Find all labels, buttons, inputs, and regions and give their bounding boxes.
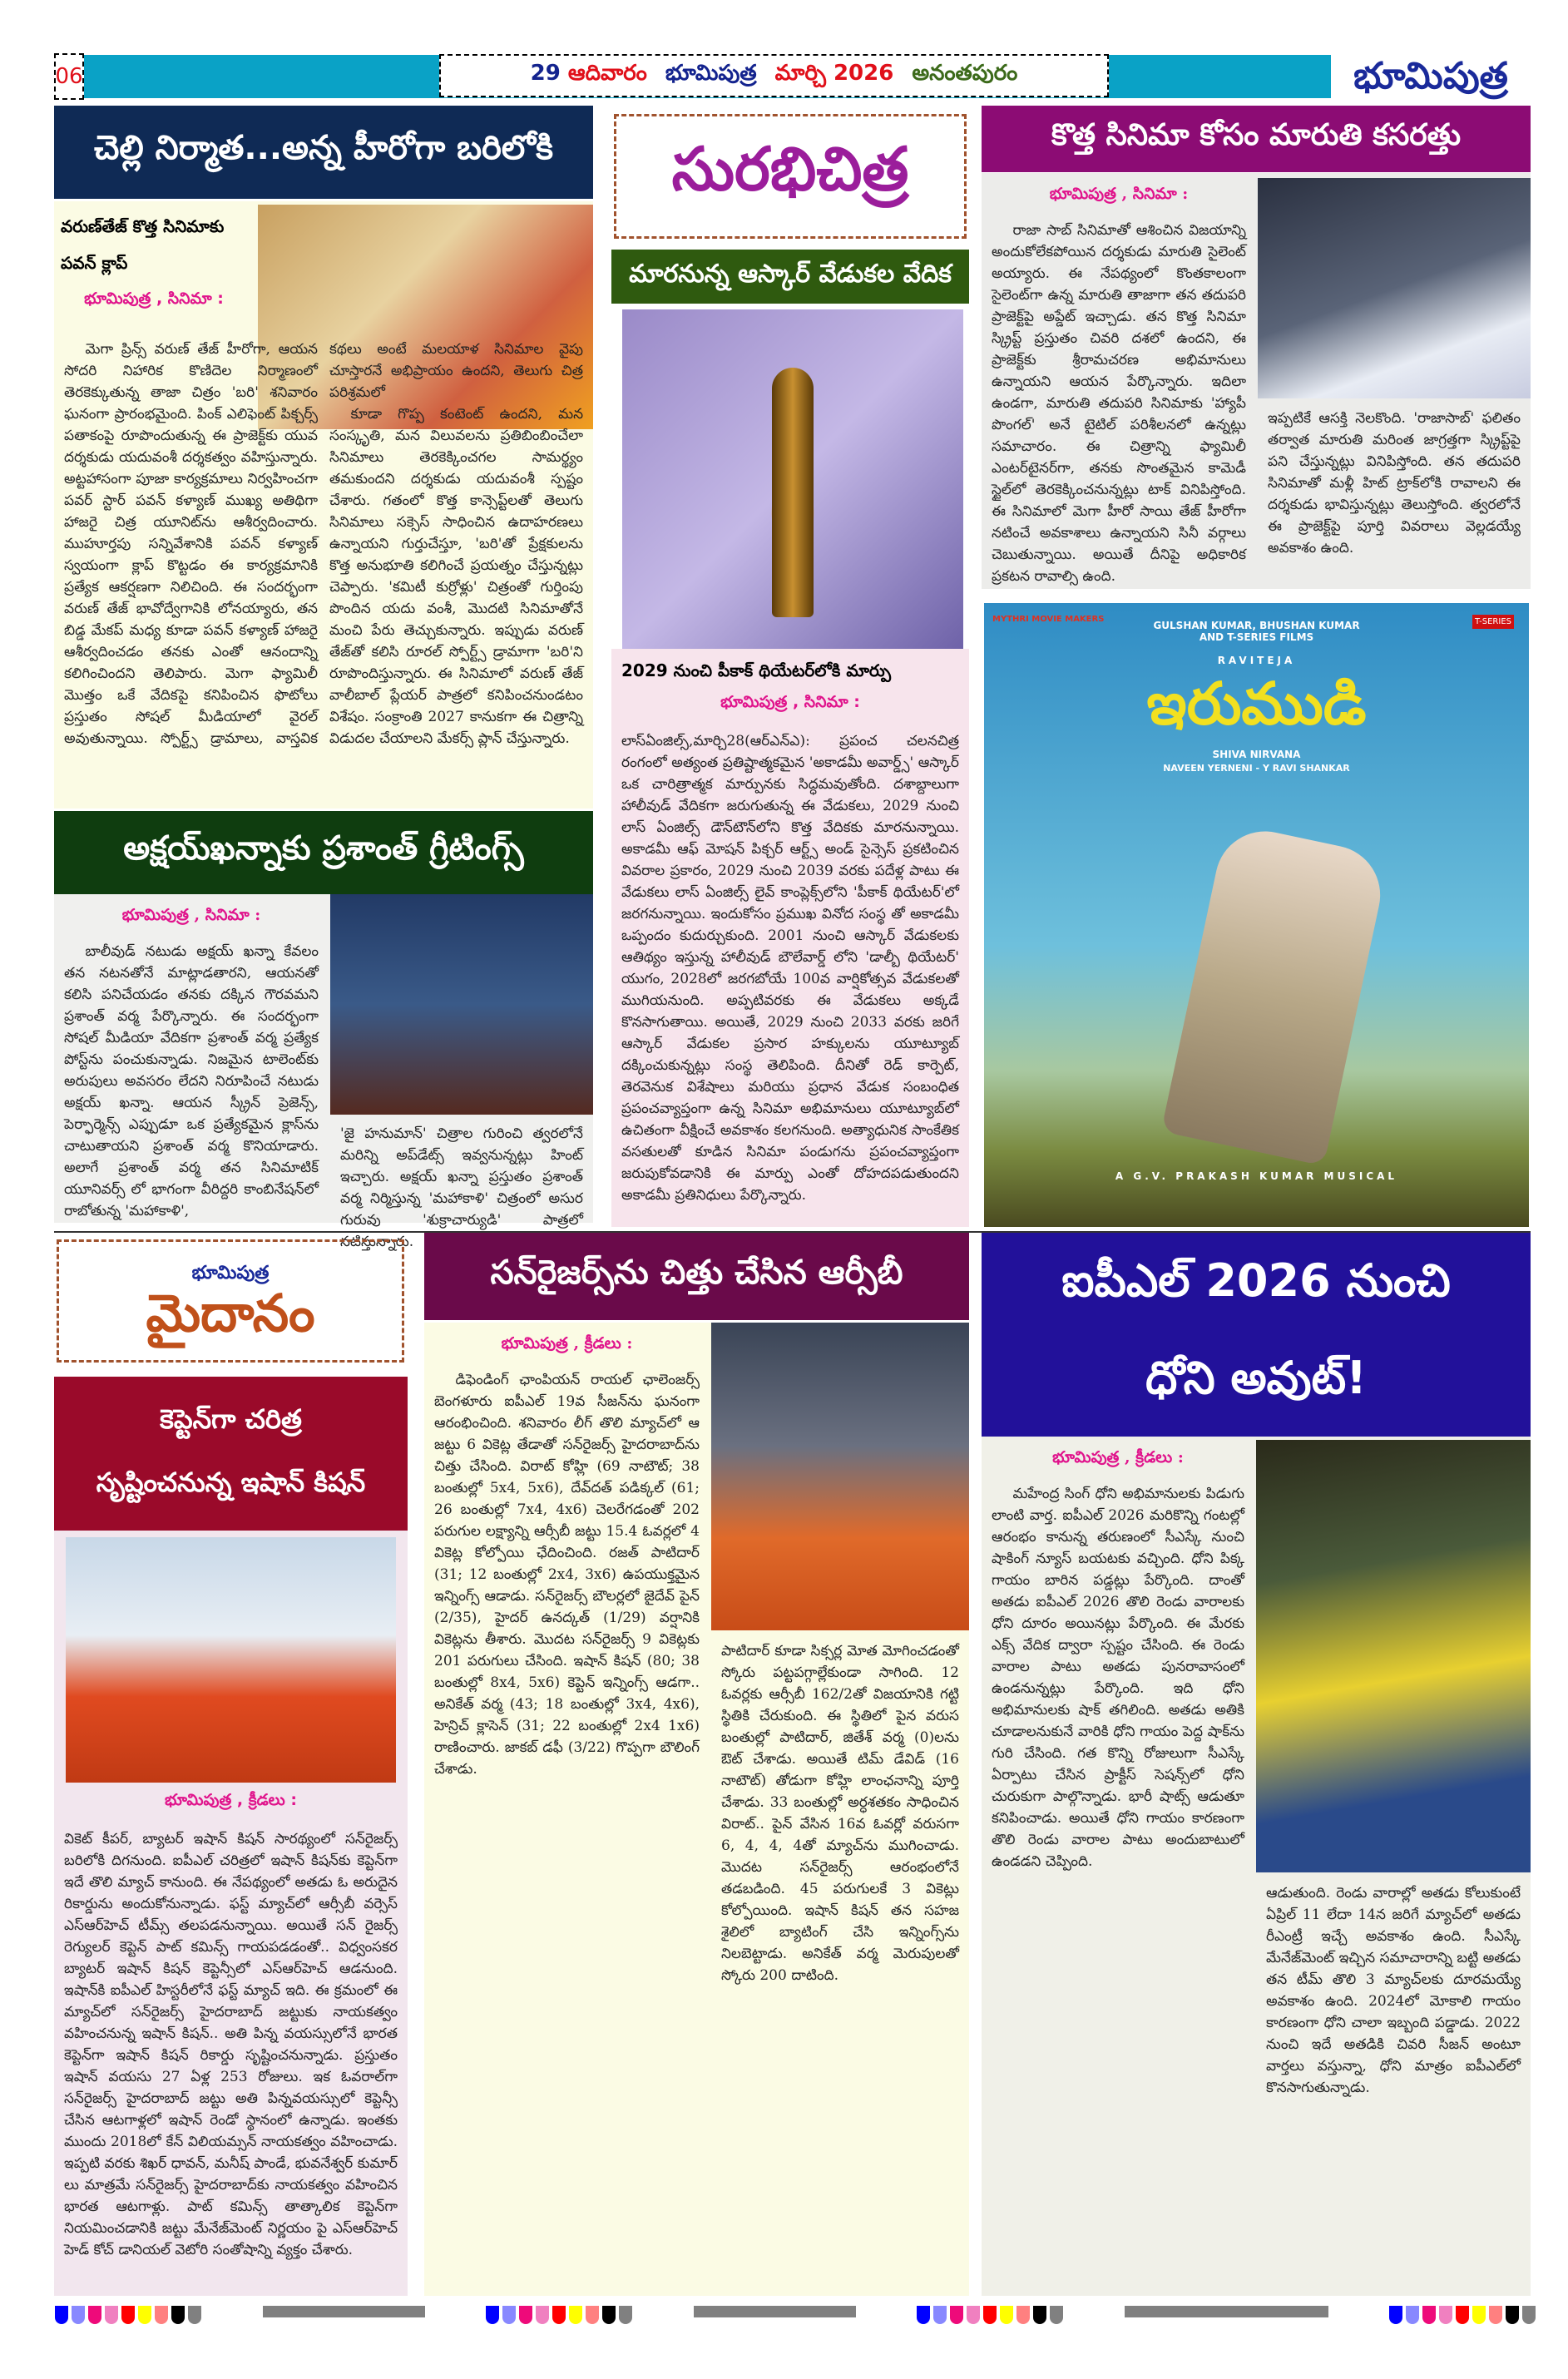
article4-paragraph: ఇప్పటికే ఆసక్తి నెలకొంది. 'రాజాసాబ్' ఫలితం తర్వాత మారుతి మరింత జాగ్రత్తగా స్క్రిప్ట్‌పై పని చేస్తున్నట్లు వినిపిస్తోంది. తన తదుపరి సినిమాతో మళ్లీ హిట్ ట్రాక్‌లోకి రావాలని ఈ దర్శకుడు భావిస్తున్నట్లు తెలుస్తోంది. త్వరలోనే ఈ ప్రాజెక్ట్‌పై పూర్తి వివరాలు వెల్లడయ్యే అవకాశం ఉంది. — [1268, 410, 1521, 556]
poster-figure — [1161, 822, 1390, 1165]
color-swatch — [1472, 2306, 1486, 2324]
article1-body — [54, 201, 593, 809]
color-swatch — [983, 2306, 997, 2324]
oscar-statuette — [772, 368, 814, 617]
poster-studio: MYTHRI MOVIE MAKERS — [992, 615, 1105, 624]
byline: భూమిపుత్ర , క్రీడలు : — [165, 1791, 297, 1809]
color-swatch — [1050, 2306, 1063, 2324]
color-swatch — [105, 2306, 118, 2324]
color-swatch — [1506, 2306, 1519, 2324]
color-swatch — [1033, 2306, 1046, 2324]
article4-photo — [1258, 178, 1531, 398]
article3-subhead: 2029 నుంచి పీకాక్ థియేటర్‌లోకి మార్పు — [621, 660, 891, 680]
article1-paragraph: మెగా ప్రిన్స్ వరుణ్ తేజ్ హీరోగా, ఆయన సోదరి నిహారిక కొణిదెల నిర్మాణంలో తెరకెక్కుతున్న తాజా చిత్రం 'బరి' శనివారం ఘనంగా ప్రారంభమైంది. పింక్ ఎలిఫెంట్ పిక్చర్స్ పతాకంపై రూపొందుతున్న ఈ ప్రాజెక్ట్‌కు యువ దర్శకుడు యదువంశీ దర్శకత్వం వహిస్తున్నారు. అట్టహాసంగా పూజా కార్యక్రమాలు నిర్వహించగా పవర్ స్టార్ పవన్ కళ్యాణ్ ముఖ్య అతిథిగా హాజరై చిత్ర యూనిట్‌ను ఆశీర్వదించారు. ముహూర్తపు సన్నివేశానికి పవన్ కళ్యాణ్ స్వయంగా క్లాప్ కొట్టడం ఈ కార్యక్రమానికి ప్రత్యేక ఆకర్షణగా నిలిచింది. ఈ సందర్భంగా వరుణ్ తేజ్ భావోద్వేగానికి లోనయ్యారు, తన బిడ్డ మేకప్ మధ్య కూడా పవన్ కళ్యాణ్ హాజరై ఆశీర్వదించడం తనకు ఎంతో ఆనందాన్ని కలిగించిందని తెలిపారు. మెగా ఫ్యామిలీ మొత్తం ఒకే వేదికపై కనిపించిన ఫొటోలు ప్రస్తుతం సోషల్ మీడియాలో వైరల్ అవుతున్నాయి. స్పోర్ట్స్ డ్రామాలు, వాస్తవిక కథలు అంటే మలయాళ సినిమాల వైపు చూస్తారనే అభిప్రాయం ఉందని, తెలుగు చిత్ర పరిశ్రమలో — [64, 341, 583, 747]
poster-presenters: GULSHAN KUMAR, BHUSHAN KUMAR AND T-SERIES FILMS — [1153, 620, 1360, 643]
paper-name: భూమిపుత్ర — [665, 61, 757, 86]
poster-title: ఇరుముడి — [1146, 670, 1367, 738]
ishan-kishan-photo — [66, 1537, 396, 1783]
page-number: 06 — [54, 53, 84, 100]
poster-music: A G.V. PRAKASH KUMAR MUSICAL — [1115, 1170, 1398, 1182]
color-swatch — [933, 2306, 947, 2324]
irumudi-movie-poster — [984, 603, 1529, 1227]
color-swatch — [88, 2306, 101, 2324]
article2-headline: అక్షయ్‌ఖన్నాకు ప్రశాంత్ గ్రీటింగ్స్ — [54, 811, 593, 894]
article6-headline: సన్‌రైజర్స్‌ను చిత్తు చేసిన ఆర్సీబీ — [424, 1233, 969, 1320]
dateline — [439, 54, 1109, 97]
edition: అనంతపురం — [912, 61, 1018, 86]
paper-logo: భూమిపుత్ర — [1353, 55, 1508, 97]
color-swatches — [55, 2306, 201, 2324]
month-year: మార్చి 2026 — [774, 61, 894, 86]
color-swatch — [1489, 2306, 1502, 2324]
article1-subhead: వరుణ్‌తేజ్ కొత్త సినిమాకు పవన్ క్లాప్ — [61, 216, 225, 273]
color-swatch — [519, 2306, 532, 2324]
color-swatch — [619, 2306, 632, 2324]
color-swatch — [536, 2306, 549, 2324]
color-swatch — [586, 2306, 599, 2324]
article2-paragraph: బాలీవుడ్ నటుడు అక్షయ్ ఖన్నా కేవలం తన నటనతోనే మాట్లాడతారని, ఆయనతో కలిసి పనిచేయడం తనకు దక్కిన గౌరవమని ప్రశాంత్ వర్మ పేర్కొన్నారు. ఈ సందర్భంగా సోషల్ మీడియా వేదికగా ప్రశాంత్ వర్మ ప్రత్యేక పోస్ట్‌ను పంచుకున్నాడు. నిజమైన టాలెంట్‌కు అరుపులు అవసరం లేదని నిరూపించే నటుడు అక్షయ్ ఖన్నా. ఆయన స్క్రీన్ ప్రెజెన్స్, పెర్ఫార్మెన్స్ ఎప్పుడూ ఒక ప్రత్యేకమైన క్లాస్‌ను చాటుతాయని ప్రశాంత్ వర్మ కొనియాడారు. అలాగే ప్రశాంత్ వర్మ తన సినిమాటిక్ యూనివర్స్ లో భాగంగా వీరిద్దరి కాంబినేషన్‌లో రాబోతున్న 'మహాకాళి', — [64, 943, 319, 1219]
color-swatch — [569, 2306, 582, 2324]
color-swatch — [950, 2306, 963, 2324]
article1-paragraph: కూడా గొప్ప కంటెంట్ ఉందని, మన సంస్కృతి, మన విలువలను ప్రతిబింబించేలా సినిమాలు తెరకెక్కించగల సామర్థ్యం తమకుందని దర్శకుడు యదువంశీ స్పష్టం చేశారు. గతంలో కొత్త కాన్సెప్ట్‌లతో తెలుగు సినిమాలు సక్సెస్ సాధించిన ఉదాహరణలు ఉన్నాయని గుర్తుచేస్తూ, 'బరి'తో ప్రేక్షకులను కొత్త అనుభూతి కలిగించే ప్రయత్నం చేస్తున్నట్లు చెప్పారు. 'కమిటీ కుర్రోళ్లు' చిత్రంతో గుర్తింపు పొందిన యదు వంశీ, మొదటి సినిమాతోనే మంచి పేరు తెచ్చుకున్నారు. ఇప్పుడు వరుణ్ తేజ్‌తో కలిసి రూరల్ స్పోర్ట్స్ డ్రామాగా 'బరి'ని రూపొందిస్తున్నారు. ఈ సినిమాలో వరుణ్ తేజ్ వాలీబాల్ ప్లేయర్ పాత్రలో కనిపించనుండటం విశేషం. సంక్రాంతి 2027 కానుకగా ఈ చిత్రాన్ని విడుదల చేయాలని మేకర్స్ ప్లాన్ చేస్తున్నారు. — [329, 406, 583, 747]
byline: భూమిపుత్ర , సినిమా : — [121, 906, 261, 924]
color-swatch — [502, 2306, 516, 2324]
article6-photo — [711, 1323, 969, 1630]
color-swatch — [1000, 2306, 1013, 2324]
color-swatch — [1439, 2306, 1452, 2324]
article4-paragraph: రాజా సాబ్ సినిమాతో ఆశించిన విజయాన్ని అందుకోలేకపోయిన దర్శకుడు మారుతి సైలెంట్ అయ్యారు. ఈ నేపథ్యంలో కొంతకాలంగా సైలెంట్‌గా ఉన్న మారుతి తాజాగా తన తదుపరి ప్రాజెక్ట్‌పై అప్డేట్ ఇచ్చాడు. తన కొత్త సినిమా స్క్రిప్ట్ ప్రస్తుతం చివరి దశలో ఉందని, ఈ ప్రాజెక్ట్‌కు శ్రీరామచరణ అభిమానులు ఉన్నాయని ఆయన పేర్కొన్నారు. ఇదిలా ఉండగా, మారుతి తదుపరి సినిమాకు 'హ్యాపీ పొంగల్' అనే టైటిల్ పరిశీలనలో ఉన్నట్లు సమాచారం. ఈ చిత్రాన్ని ఫ్యామిలీ ఎంటర్‌టైనర్‌గా, తనకు సొంతమైన కామెడీ స్టైల్‌లో తెరకెక్కించనున్నట్లు టాక్ వినిపిస్తోంది. ఈ సినిమాలో మెగా హీరో సాయి తేజ్ హీరోగా నటించే అవకాశాలు ఉన్నాయని సినీ వర్గాలు చెబుతున్నాయి. అయితే దీనిపై అధికారిక ప్రకటన రావాల్సి ఉంది. — [992, 222, 1246, 585]
article3-headline: మారనున్న ఆస్కార్ వేడుకల వేదిక — [611, 250, 969, 304]
color-swatches — [917, 2306, 1063, 2324]
color-swatch — [1389, 2306, 1402, 2324]
color-swatch — [155, 2306, 168, 2324]
color-swatch — [1406, 2306, 1419, 2324]
color-swatch — [967, 2306, 980, 2324]
article2-paragraph: 'జై హనుమాన్' చిత్రాల గురించి త్వరలోనే మరిన్ని అప్‌డేట్స్ ఇవ్వనున్నట్లు హింట్ ఇచ్చారు. అక్షయ్ ఖన్నా ప్రస్తుతం ప్రశాంత్ వర్మ నిర్మిస్తున్న 'మహాకాళి' చిత్రంలో అసుర గురువు 'శుక్రాచార్యుడి' పాత్రలో నటిస్తున్నారు. — [340, 1125, 583, 1250]
print-registration-strip — [55, 2306, 1536, 2324]
section-logo-sports — [57, 1239, 404, 1363]
poster-label: T-SERIES — [1472, 615, 1514, 629]
byline: భూమిపుత్ర , సినిమా : — [84, 289, 224, 308]
color-swatches — [486, 2306, 632, 2324]
dhoni-photo — [1256, 1440, 1531, 1872]
color-swatch — [72, 2306, 85, 2324]
color-swatch — [1422, 2306, 1436, 2324]
article2-photo — [330, 894, 593, 1115]
color-swatch — [121, 2306, 135, 2324]
article6-paragraph: డిఫెండింగ్ ఛాంపియన్ రాయల్ ఛాలెంజర్స్ బెంగళూరు ఐపీఎల్ 19వ సీజన్‌ను ఘనంగా ఆరంభించింది. శనివారం లీగ్ తొలి మ్యాచ్‌లో ఆ జట్టు 6 వికెట్ల తేడాతో సన్‌రైజర్స్ హైదరాబాద్‌ను చిత్తు చేసింది. విరాట్ కోహ్లి (69 నాటౌట్; 38 బంతుల్లో 5x4, 5x6), దేవ్‌దత్ పడిక్కల్ (61; 26 బంతుల్లో 7x4, 4x6) చెలరేగడంతో 202 పరుగుల లక్ష్యాన్ని ఆర్సీబీ జట్టు 15.4 ఓవర్లలో 4 వికెట్ల కోల్పోయి ఛేదించింది. రజత్ పాటిదార్ (31; 12 బంతుల్లో 2x4, 3x6) ఉపయుక్తమైన ఇన్నింగ్స్ ఆడాడు. సన్‌రైజర్స్ బౌలర్లలో జైదేవ్ పైన్ (2/35), హైదర్ ఉనద్కత్ (1/29) వర్షానికి వికెట్లను తీశారు. మొదట సన్‌రైజర్స్ 9 వికెట్లకు 201 పరుగులు చేసింది. ఇషాన్ కిషన్ (80; 38 బంతుల్లో 8x4, 5x6) కెప్టెన్ ఇన్నింగ్స్ ఆడగా.. అనికేత్ వర్మ (43; 18 బంతుల్లో 3x4, 4x6), హెన్రిచ్ క్లాసెన్ (31; 22 బంతుల్లో 2x4 1x6) రాణించారు. జాకబ్ డఫీ (3/22) గొప్పగా బౌలింగ్ చేశాడు. — [434, 1372, 700, 1778]
oscar-statuette-photo — [622, 309, 963, 649]
color-swatch — [1016, 2306, 1030, 2324]
byline: భూమిపుత్ర , సినిమా : — [720, 693, 860, 711]
color-swatch — [171, 2306, 185, 2324]
article3-paragraph: లాస్‌ఏంజిల్స్,మార్చి28(ఆర్ఎన్ఎ): ప్రపంచ చలనచిత్ర రంగంలో అత్యంత ప్రతిష్టాత్మకమైన 'అకాడమీ అవార్డ్స్' ఆస్కార్ ఒక చారిత్రాత్మక మార్పునకు సిద్ధమవుతోంది. దశాబ్దాలుగా హాలీవుడ్ వేదికగా జరుగుతున్న ఈ వేడుకలు, 2029 నుంచి లాస్ ఏంజిల్స్ డౌన్‌టౌన్‌లోని కొత్త వేదికకు మారనున్నాయి. అకాడమీ ఆఫ్ మోషన్ పిక్చర్ ఆర్ట్స్ అండ్ సైన్సెస్ ప్రకటించిన వివరాల ప్రకారం, 2029 నుంచి 2039 వరకు పదేళ్ల పాటు ఈ వేడుకలు లాస్ ఏంజిల్స్ లైవ్ కాంప్లెక్స్‌లోని 'పీకాక్ థియేటర్'లో జరగనున్నాయి. ఇందుకోసం ప్రముఖ వినోద సంస్థ తో అకాడమీ ఒప్పందం కుదుర్చుకుంది. 2001 నుంచి ఆస్కార్ వేడుకలకు ఆతిథ్యం ఇస్తున్న హాలీవుడ్ బౌలేవార్డ్ లోని 'డాల్బీ థియేటర్' యుగం, 2028లో జరగబోయే 100వ వార్షికోత్సవ వేడుకలతో ముగియనుంది. అప్పటివరకు ఈ వేడుకలు అక్కడే కొనసాగుతాయి. అయితే, 2029 నుంచి 2033 వరకు జరిగే ఆస్కార్ వేడుకల ప్రసార హక్కులను యూట్యూబ్ దక్కించుకున్నట్లు సంస్థ తెలిపింది. దీనితో రెడ్ కార్పెట్, తెరవెనుక విశేషాలు మరియు ప్రధాన వేడుక సంబంధిత ప్రపంచవ్యాప్తంగా ఉన్న సినిమా అభిమానులు యూట్యూబ్‌లో ఉచితంగా వీక్షించే అవకాశం కలగనుంది. అత్యాధునిక సాంకేతిక వసతులతో కూడిన సినిమా పండుగను ప్రపంచవ్యాప్తంగా జరుపుకోవడానికి ఈ మార్పు ఎంతో దోహదపడుతుందని అకాడమీ ప్రతినిధులు పేర్కొన్నారు. — [621, 733, 959, 1204]
sports-title: మైదానం — [146, 1283, 315, 1343]
sports-brand: భూమిపుత్ర — [191, 1263, 270, 1283]
color-swatch — [55, 2306, 68, 2324]
poster-producers: NAVEEN YERNENI - Y RAVI SHANKAR — [1163, 763, 1350, 774]
article5-headline: కెప్టెన్‌గా చరిత్ర సృష్టించనున్న ఇషాన్ కిషన్ — [54, 1377, 408, 1531]
date-day: 29 ఆదివారం — [530, 61, 647, 86]
byline: భూమిపుత్ర , క్రీడలు : — [501, 1334, 633, 1353]
article5-paragraph: వికెట్ కీపర్, బ్యాటర్ ఇషాన్ కిషన్ సారథ్యంలో సన్‌రైజర్స్ బరిలోకి దిగనుంది. ఐపీఎల్ చరిత్రలో ఇషాన్ కిషన్‌కు కెప్టెన్‌గా ఇదే తొలి మ్యాచ్ కానుంది. ఈ నేపథ్యంలో అతడు ఓ అరుదైన రికార్డును అందుకోనున్నాడు. ఫస్ట్ మ్యాచ్‌లో ఆర్సీబీ వర్సెస్ ఎస్ఆర్‌హెచ్ టీమ్స్ తలపడనున్నాయి. అయితే సన్ రైజర్స్ రెగ్యులర్ కెప్టెన్ పాట్ కమిన్స్ గాయపడడంతో.. విధ్వంసకర బ్యాటర్ ఇషాన్ కిషన్ కెప్టెన్సీలో ఎస్ఆర్‌హెచ్ ఆడనుంది. ఇషాన్‌కి ఐపీఎల్ హిస్టరీలోనే ఫస్ట్ మ్యాచ్ ఇది. ఈ క్రమంలో ఈ మ్యాచ్‌లో సన్‌రైజర్స్ హైదరాబాద్ జట్టుకు నాయకత్వం వహించనున్న ఇషాన్ కిషన్.. అతి పిన్న వయస్సులోనే భారత కెప్టెన్‌గా ఇషాన్ కిషన్ రికార్డు సృష్టించనున్నాడు. ప్రస్తుతం ఇషాన్ వయసు 27 ఏళ్ల 253 రోజులు. ఇక ఓవరాల్‌గా సన్‌రైజర్స్ హైదరాబాద్ జట్టు అతి పిన్నవయస్సులో కెప్టెన్సీ చేసిన ఆటగాళ్లలో ఇషాన్ రెండో స్థానంలో ఉన్నాడు. ఇంతకు ముందు 2018లో కేన్ విలియమ్సన్ నాయకత్వం వహించాడు. ఇప్పటి వరకు శిఖర్ ధావన్, మనీష్ పాండే, భువనేశ్వర్ కుమార్ లు మాత్రమే సన్‌రైజర్స్ హైదరాబాద్‌కు నాయకత్వం వహించిన భారత ఆటగాళ్లు. పాట్ కమిన్స్ తాత్కాలిక కెప్టెన్‌గా నియమించడానికి జట్టు మేనేజ్‌మెంట్ నిర్ణయం పై ఎస్ఆర్‌హెచ్ హెడ్ కోచ్ డానియల్ వెటోరి సంతోషాన్ని వ్యక్తం చేశారు. — [64, 1831, 398, 2258]
article1-headline: చెల్లి నిర్మాత...అన్న హీరోగా బరిలోకి — [54, 106, 593, 199]
poster-director: SHIVA NIRVANA — [1212, 749, 1301, 760]
section-logo-cinema: సురభిచిత్ర — [614, 114, 967, 239]
color-swatch — [917, 2306, 930, 2324]
color-swatch — [1456, 2306, 1469, 2324]
color-swatch — [188, 2306, 201, 2324]
color-swatch — [138, 2306, 151, 2324]
article7-paragraph: మహేంద్ర సింగ్ ధోని అభిమానులకు పిడుగు లాంటి వార్త. ఐపీఎల్ 2026 మరికొన్ని గంటల్లో ఆరంభం కానున్న తరుణంలో సీఎస్కే నుంచి షాకింగ్ న్యూస్ బయటకు వచ్చింది. ధోని పిక్క గాయం బారిన పడ్డట్లు పేర్కొంది. దాంతో అతడు ఐపీఎల్ 2026 తొలి రెండు వారాలకు ధోని దూరం అయినట్లు పేర్కొంది. ఈ మేరకు ఎక్స్ వేదిక ద్వారా స్పష్టం చేసింది. ఈ రెండు వారాల పాటు అతడు పునరావాసంలో ఉండనున్నట్లు పేర్కొంది. ఇది ధోని అభిమానులకు షాక్ తగిలింది. అతడు అతికి చూడాలనుకునే వారికి ధోని గాయం పెద్ద షాక్‌ను గురి చేసింది. గత కొన్ని రోజులుగా సీఎస్కే ఏర్పాటు చేసిన ప్రాక్టీస్ సెషన్స్‌లో ధోని చురుకుగా పాల్గొన్నాడు. భారీ షాట్స్ ఆడుతూ కనిపించాడు. అయితే ధోని గాయం కారణంగా తొలి రెండు వారాల పాటు అందుబాటులో ఉండడని చెప్పింది. — [992, 1486, 1244, 1870]
color-swatch — [486, 2306, 499, 2324]
byline: భూమిపుత్ర , సినిమా : — [1049, 185, 1189, 203]
article6-paragraph: పాటిదార్ కూడా సిక్సర్ల మోత మోగించడంతో స్కోరు పట్టపగ్గాల్లేకుండా సాగింది. 12 ఓవర్లకు ఆర్సీబీ 162/2తో విజయానికి గట్టి స్థితికి చేరుకుంది. ఈ స్థితిలో పైన వరుస బంతుల్లో పాటిదార్, జితేశ్ వర్మ (0)లను ఔట్ చేశాడు. అయితే టిమ్ డేవిడ్ (16 నాటౌట్) తోడుగా కోహ్లి లాంఛనాన్ని పూర్తి చేశాడు. 33 బంతుల్లో అర్ధశతకం సాధించిన విరాట్.. పైన్ వేసిన 16వ ఓవర్లో వరుసగా 6, 4, 4, 4తో మ్యాచ్‌ను ముగించాడు. మొదట సన్‌రైజర్స్ ఆరంభంలోనే తడబడింది. 45 పరుగులకే 3 వికెట్లు కోల్పోయింది. ఇషాన్ కిషన్ తన సహజ శైలిలో బ్యాటింగ్ చేసి ఇన్నింగ్స్‌ను నిలబెట్టాడు. అనికేత్ వర్మ మెరుపులతో స్కోరు 200 దాటింది. — [721, 1643, 959, 1984]
color-swatches — [1389, 2306, 1536, 2324]
article4-headline: కొత్త సినిమా కోసం మారుతి కసరత్తు — [982, 106, 1531, 172]
article7-headline: ఐపీఎల్ 2026 నుంచి ధోని అవుట్! — [982, 1233, 1531, 1437]
color-swatch — [602, 2306, 616, 2324]
article7-paragraph: ఆడుతుంది. రెండు వారాల్లో అతడు కోలుకుంటే ఏప్రిల్ 11 లేదా 14న జరిగే మ్యాచ్‌లో అతడు రీఎంట్రీ ఇచ్చే అవకాశం ఉంది. సీఎస్కే మేనేజ్‌మెంట్ ఇచ్చిన సమాచారాన్ని బట్టి అతడు తన టీమ్ తొలి 3 మ్యాచ్‌లకు దూరమయ్యే అవకాశం ఉంది. 2024లో మోకాలి గాయం కారణంగా ధోని చాలా ఇబ్బంది పడ్డాడు. 2022 నుంచి ఇదే అతడికి చివరి సీజన్ అంటూ వార్తలు వస్తున్నా, ధోని మాత్రం ఐపీఎల్‌లో కొనసాగుతున్నాడు. — [1266, 1885, 1521, 2096]
poster-star: RAVITEJA — [1217, 655, 1296, 666]
byline: భూమిపుత్ర , క్రీడలు : — [1052, 1448, 1184, 1466]
color-swatch — [1522, 2306, 1536, 2324]
color-swatch — [552, 2306, 566, 2324]
